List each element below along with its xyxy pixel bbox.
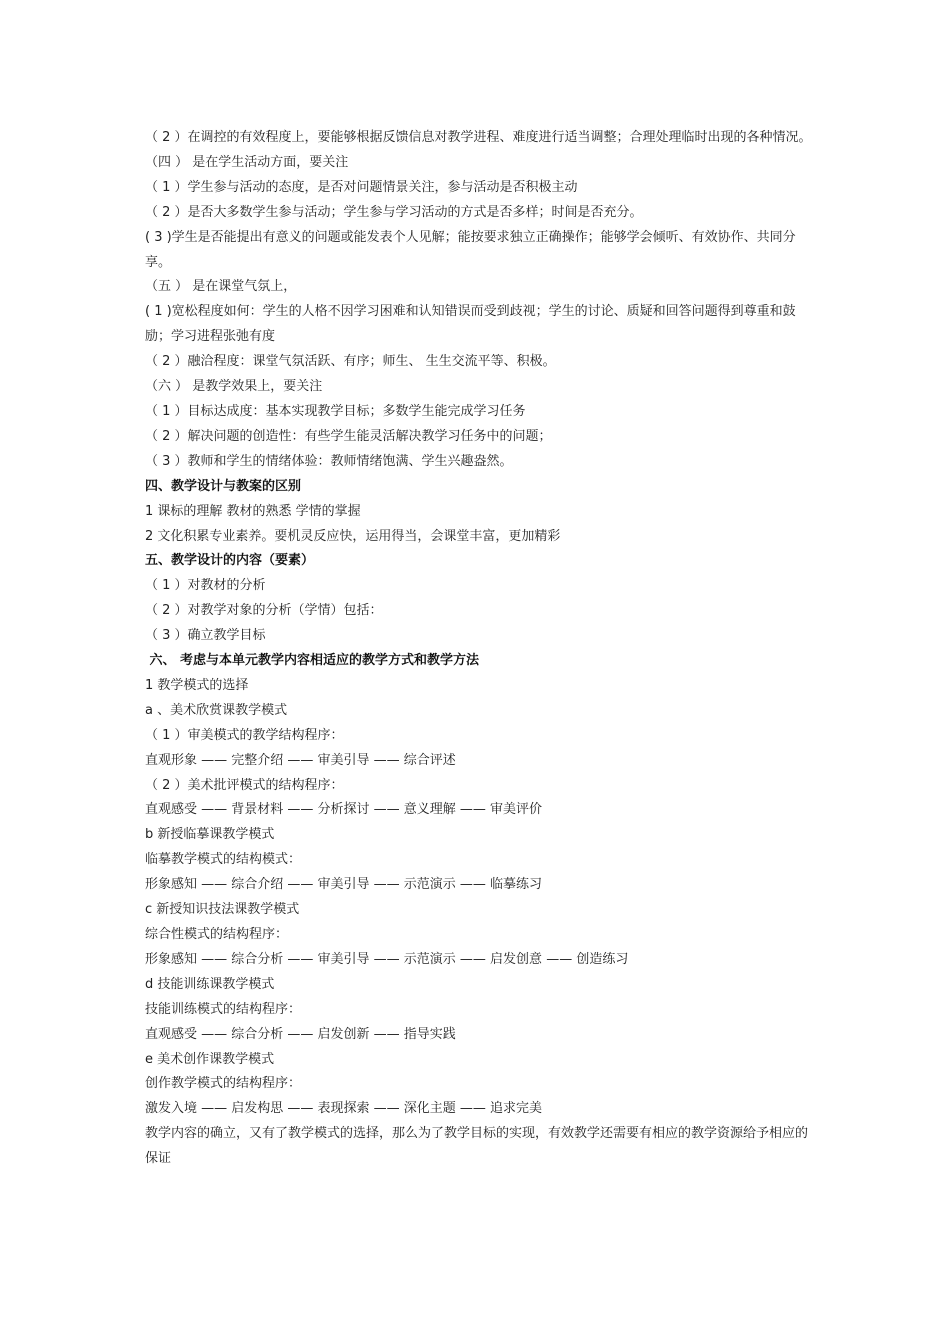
text-line: 2 文化积累专业素养。要机灵反应快，运用得当，会课堂丰富，更加精彩 [145,528,561,544]
text-line: 直观形象 —— 完整介绍 —— 审美引导 —— 综合评述 [145,752,456,768]
text-line: （ 2 ）解决问题的创造性：有些学生能灵活解决教学习任务中的问题； [145,428,552,444]
section-heading: 五、教学设计的内容（要素） [145,553,315,569]
section-heading: 四、教学设计与教案的区别 [145,478,302,494]
text-line: （ 2 ）美术批评模式的结构程序： [145,777,344,793]
document-body [145,126,813,1172]
text-line: 1 课标的理解 教材的熟悉 学情的掌握 [145,503,361,519]
text-line: 临摹教学模式的结构模式： [145,852,302,868]
text-line: （ 2 ）融洽程度：课堂气氛活跃、有序；师生、 生生交流平等、积极。 [145,354,556,370]
text-line: 技能训练模式的结构程序： [145,1001,302,1017]
text-line: 激发入境 —— 启发构思 —— 表现探索 —— 深化主题 —— 追求完美 [145,1101,543,1117]
text-line: （四 ） 是在学生活动方面，要关注 [145,154,349,170]
text-line: ( 1 )宽松程度如何：学生的人格不因学习困难和认知错误而受到歧视；学生的讨论、质疑和回答问题得到尊重和鼓励；学习进程张弛有度 [145,304,796,345]
text-line: （ 3 ）教师和学生的情绪体验：教师情绪饱满、学生兴趣盎然。 [145,453,513,469]
text-line: （ 1 ）对教材的分析 [145,578,266,594]
text-line: e 美术创作课教学模式 [145,1051,275,1067]
text-line: ( 3 )学生是否能提出有意义的问题或能发表个人见解；能按要求独立正确操作；能够学会倾听、有效协作、共同分享。 [145,229,796,270]
text-line: d 技能训练课教学模式 [145,976,275,992]
text-line: （ 1 ）目标达成度：基本实现教学目标；多数学生能完成学习任务 [145,403,526,419]
text-line: （五 ） 是在课堂气氛上， [145,279,297,295]
text-line: （六 ） 是教学效果上，要关注 [145,379,323,395]
text-line: b 新授临摹课教学模式 [145,827,275,843]
text-line: （ 3 ）确立教学目标 [145,628,266,644]
text-line: （ 2 ）对教学对象的分析（学情）包括： [145,603,383,619]
text-line: 形象感知 —— 综合分析 —— 审美引导 —— 示范演示 —— 启发创意 —— 创造练习 [145,951,629,967]
text-line: 综合性模式的结构程序： [145,927,289,942]
section-heading: 六、 考虑与本单元教学内容相适应的教学方式和教学方法 [145,653,480,669]
document-page [145,126,813,1172]
text-line: （ 2 ）在调控的有效程度上，要能够根据反馈信息对教学进程、难度进行适当调整；合理处理临时出现的各种情况。 [145,130,812,145]
text-line: 直观感受 —— 综合分析 —— 启发创新 —— 指导实践 [145,1026,456,1042]
text-line: 1 教学模式的选择 [145,677,249,693]
text-line: a 、美术欣赏课教学模式 [145,702,288,718]
text-line: （ 1 ）审美模式的教学结构程序： [145,727,344,743]
text-line: c 新授知识技法课教学模式 [145,902,300,918]
text-line: （ 1 ）学生参与活动的态度，是否对问题情景关注，参与活动是否积极主动 [145,179,578,195]
text-line: 形象感知 —— 综合介绍 —— 审美引导 —— 示范演示 —— 临摹练习 [145,877,543,893]
text-line: （ 2 ）是否大多数学生参与活动；学生参与学习活动的方式是否多样；时间是否充分。 [145,204,643,220]
text-line: 直观感受 —— 背景材料 —— 分析探讨 —— 意义理解 —— 审美评价 [145,802,543,818]
text-line: 教学内容的确立，又有了教学模式的选择，那么为了教学目标的实现，有效教学还需要有相应的教学资源给予相应的保证 [145,1126,809,1167]
text-line: 创作教学模式的结构程序： [145,1076,302,1092]
